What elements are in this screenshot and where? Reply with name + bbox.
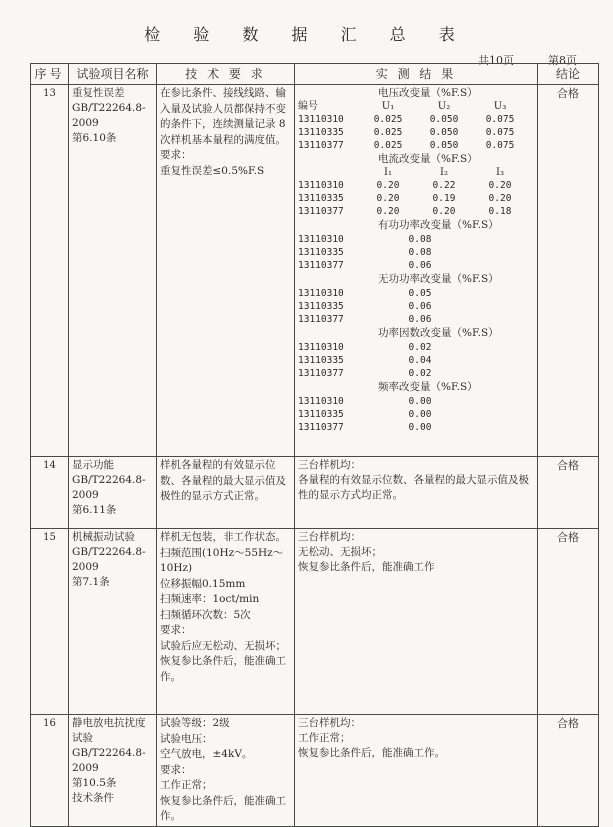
test-result: 三台样机均： 各量程的有效显示位数、各量程的最大显示值及极性的显示方式均正常。 [295,457,538,529]
sample-id: 13110335 [298,301,344,312]
header-item: 试验项目名称 [69,64,157,85]
technical-requirement: 样机无包装，非工作状态。 扫频范围(10Hz～55Hz～10Hz) 位移振幅0.15mm 扫频速率：1oct/min 扫频循环次数：5次 要求： 试验后应无松动、无损坏； 恢复参比条件后，能准确工作。 [157,529,295,715]
value: 0.20 [488,180,512,191]
sample-id: 13110335 [298,193,344,204]
value: 0.08 [408,247,432,258]
value: 0.20 [376,206,400,217]
value: 0.025 [373,127,403,138]
value: 0.05 [408,288,432,299]
test-result [295,85,538,457]
conclusion: 合格 [538,529,599,715]
table-row [31,85,599,457]
table-row [31,715,599,827]
test-result: 三台样机均： 工作正常； 恢复参比条件后，能准确工作。 [295,715,538,827]
value: 0.00 [408,396,432,407]
technical-requirement: 试验等级：2级 试验电压： 空气放电，±4kV。 要求： 工作正常； 恢复参比条件后，能准确工作。 [157,715,295,827]
value: 0.06 [408,260,432,271]
sample-id: 13110377 [298,368,344,379]
sample-id: 13110310 [298,396,344,407]
value: 0.050 [429,140,459,151]
page-title: 检 验 数 据 汇 总 表 [144,25,469,44]
col-u1: U₁ [381,101,395,112]
test-result: 三台样机均： 无松动、无损坏； 恢复参比条件后，能准确工作 [295,529,538,715]
voltage-header [298,101,534,113]
technical-requirement: 在参比条件、接线线路、输入量及试验人员都保持不变的条件下，连续测量记录 8 次样机基本量程的满度值。 要求： 重复性误差≤0.5%F.S [157,85,295,457]
value: 0.075 [485,140,515,151]
table-header-row [31,64,599,85]
header-conclusion: 结论 [538,64,599,85]
value: 0.04 [408,355,432,366]
row-number: 16 [31,715,69,827]
value: 0.02 [408,368,432,379]
test-item-name: 重复性误差 GB/T22264.8- 2009 第6.10条 [69,85,157,457]
test-item-name: 机械振动试验 GB/T22264.8- 2009 第7.1条 [69,529,157,715]
frequency-values [298,395,534,434]
sample-id: 13110310 [298,234,344,245]
col-i3: I₃ [496,167,504,178]
col-u2: U₂ [437,101,451,112]
sample-id: 13110377 [298,314,344,325]
current-values [298,179,534,218]
voltage-values [298,113,534,152]
sample-id: 13110335 [298,355,344,366]
test-item-name: 静电放电抗扰度试验 GB/T22264.8- 2009 第10.5条 技术条件 [69,715,157,827]
header-no: 序号 [31,64,69,85]
current-header [298,167,534,179]
value: 0.06 [408,314,432,325]
sample-id: 13110377 [298,422,344,433]
value: 0.19 [432,193,456,204]
page-total: 共10页 [478,54,514,67]
table-row [31,457,599,529]
active-power-values [298,233,534,272]
value: 0.08 [408,234,432,245]
value: 0.02 [408,342,432,353]
sample-id: 13110310 [298,288,344,299]
voltage-title: 电压改变量（%F.S） [378,87,478,99]
value: 0.025 [373,140,403,151]
value: 0.025 [373,114,403,125]
value: 0.00 [408,422,432,433]
sample-id: 13110310 [298,342,344,353]
power-factor-title: 功率因数改变量（%F.S） [378,327,499,339]
value: 0.050 [429,127,459,138]
value: 0.075 [485,127,515,138]
value: 0.20 [376,193,400,204]
row-number: 13 [31,85,69,457]
value: 0.18 [488,206,512,217]
sample-id: 13110335 [298,127,344,138]
sample-id: 13110310 [298,114,344,125]
col-i1: I₁ [384,167,392,178]
conclusion: 合格 [538,457,599,529]
row-number: 15 [31,529,69,715]
reactive-power-title: 无功功率改变量（%F.S） [378,273,499,285]
col-i2: I₂ [440,167,448,178]
conclusion: 合格 [538,85,599,457]
data-summary-table [30,63,599,827]
header-requirement: 技 术 要 求 [157,64,295,85]
page-current: 第8页 [548,54,577,67]
value: 0.22 [432,180,456,191]
technical-requirement: 样机各量程的有效显示位数、各量程的最大显示值及极性的显示方式正常。 [157,457,295,529]
value: 0.050 [429,114,459,125]
col-u3: U₃ [493,101,507,112]
power-factor-values [298,341,534,380]
row-number: 14 [31,457,69,529]
reactive-power-values [298,287,534,326]
current-title: 电流改变量（%F.S） [378,153,478,165]
value: 0.00 [408,409,432,420]
test-item-name: 显示功能 GB/T22264.8- 2009 第6.11条 [69,457,157,529]
conclusion: 合格 [538,715,599,827]
active-power-title: 有功功率改变量（%F.S） [378,219,499,231]
sample-id: 13110310 [298,180,344,191]
sample-id: 13110377 [298,260,344,271]
header-result: 实 测 结 果 [295,64,538,85]
id-label: 编号 [298,101,318,112]
table-row [31,529,599,715]
value: 0.20 [488,193,512,204]
value: 0.075 [485,114,515,125]
frequency-title: 频率改变量（%F.S） [378,381,478,393]
sample-id: 13110377 [298,140,344,151]
value: 0.06 [408,301,432,312]
sample-id: 13110335 [298,247,344,258]
sample-id: 13110377 [298,206,344,217]
value: 0.20 [432,206,456,217]
sample-id: 13110335 [298,409,344,420]
value: 0.20 [376,180,400,191]
